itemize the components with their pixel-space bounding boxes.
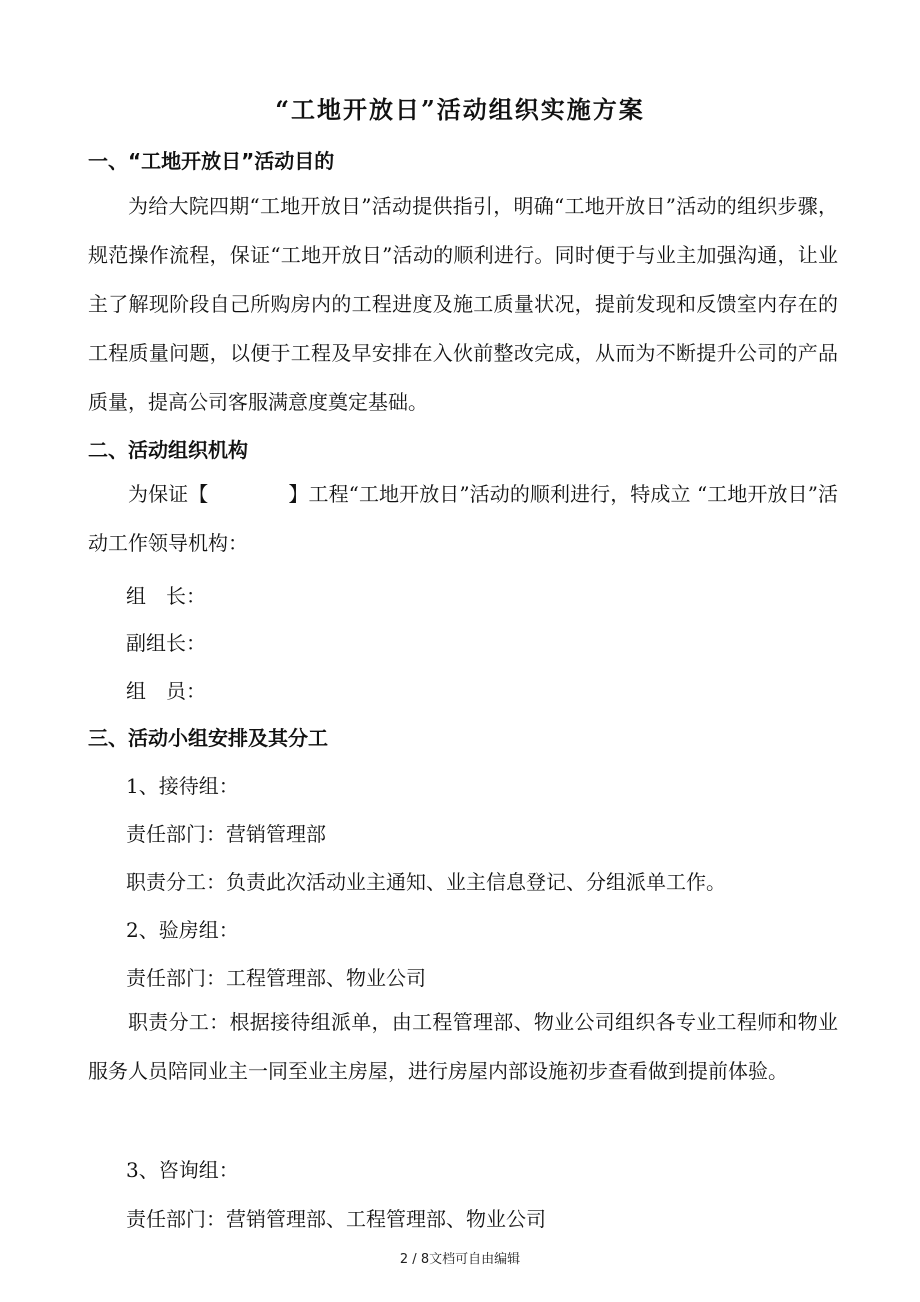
group1-duty: 职责分工：负责此次活动业主通知、业主信息登记、分组派单工作。 — [126, 870, 726, 894]
group3-dept: 责任部门：营销管理部、工程管理部、物业公司 — [126, 1207, 546, 1231]
deputy-leader-line: 副组长： — [126, 631, 206, 655]
group2-dept: 责任部门：工程管理部、物业公司 — [126, 966, 426, 990]
group1-dept: 责任部门：营销管理部 — [126, 822, 326, 846]
section3-heading: 三、活动小组安排及其分工 — [88, 726, 328, 750]
page-footer: 2 / 8文档可自由编辑 — [399, 1252, 521, 1267]
group2-duty: 职责分工：根据接待组派单，由工程管理部、物业公司组织各专业工程师和物业服务人员陪同业主一同至业主房屋，进行房屋内部设施初步查看做到提前体验。 — [88, 1010, 838, 1083]
section2-intro-before: 为保证【 — [128, 482, 209, 506]
group2-name: 2、验房组： — [126, 918, 239, 942]
section1-heading: 一、“工地开放日”活动目的 — [88, 149, 335, 173]
section2-heading: 二、活动组织机构 — [88, 438, 248, 462]
group3-name: 3、咨询组： — [126, 1158, 239, 1182]
section1-body: 为给大院四期“工地开放日”活动提供指引，明确“工地开放日”活动的组织步骤，规范操作流程，保证“工地开放日”活动的顺利进行。同时便于与业主加强沟通，让业主了解现阶段自己所购房内的工程进度及施工质量状况，提前发现和反馈室内存在的工程质量问题，以便于工程及早安排在入伙前整改完成，从而为不断提升公司的产品质量，提高公司客服满意度奠定基础。 — [88, 194, 838, 414]
member-line: 组 员： — [126, 679, 206, 703]
section2-intro — [88, 470, 838, 568]
section2-intro-after: 】工程“工地开放日”活动的顺利进行，特成立 “工地开放日”活动工作领导机构： — [88, 482, 838, 555]
document-title: “工地开放日”活动组织实施方案 — [275, 95, 645, 124]
leader-line: 组 长： — [126, 584, 206, 608]
group1-name: 1、接待组： — [126, 774, 239, 798]
